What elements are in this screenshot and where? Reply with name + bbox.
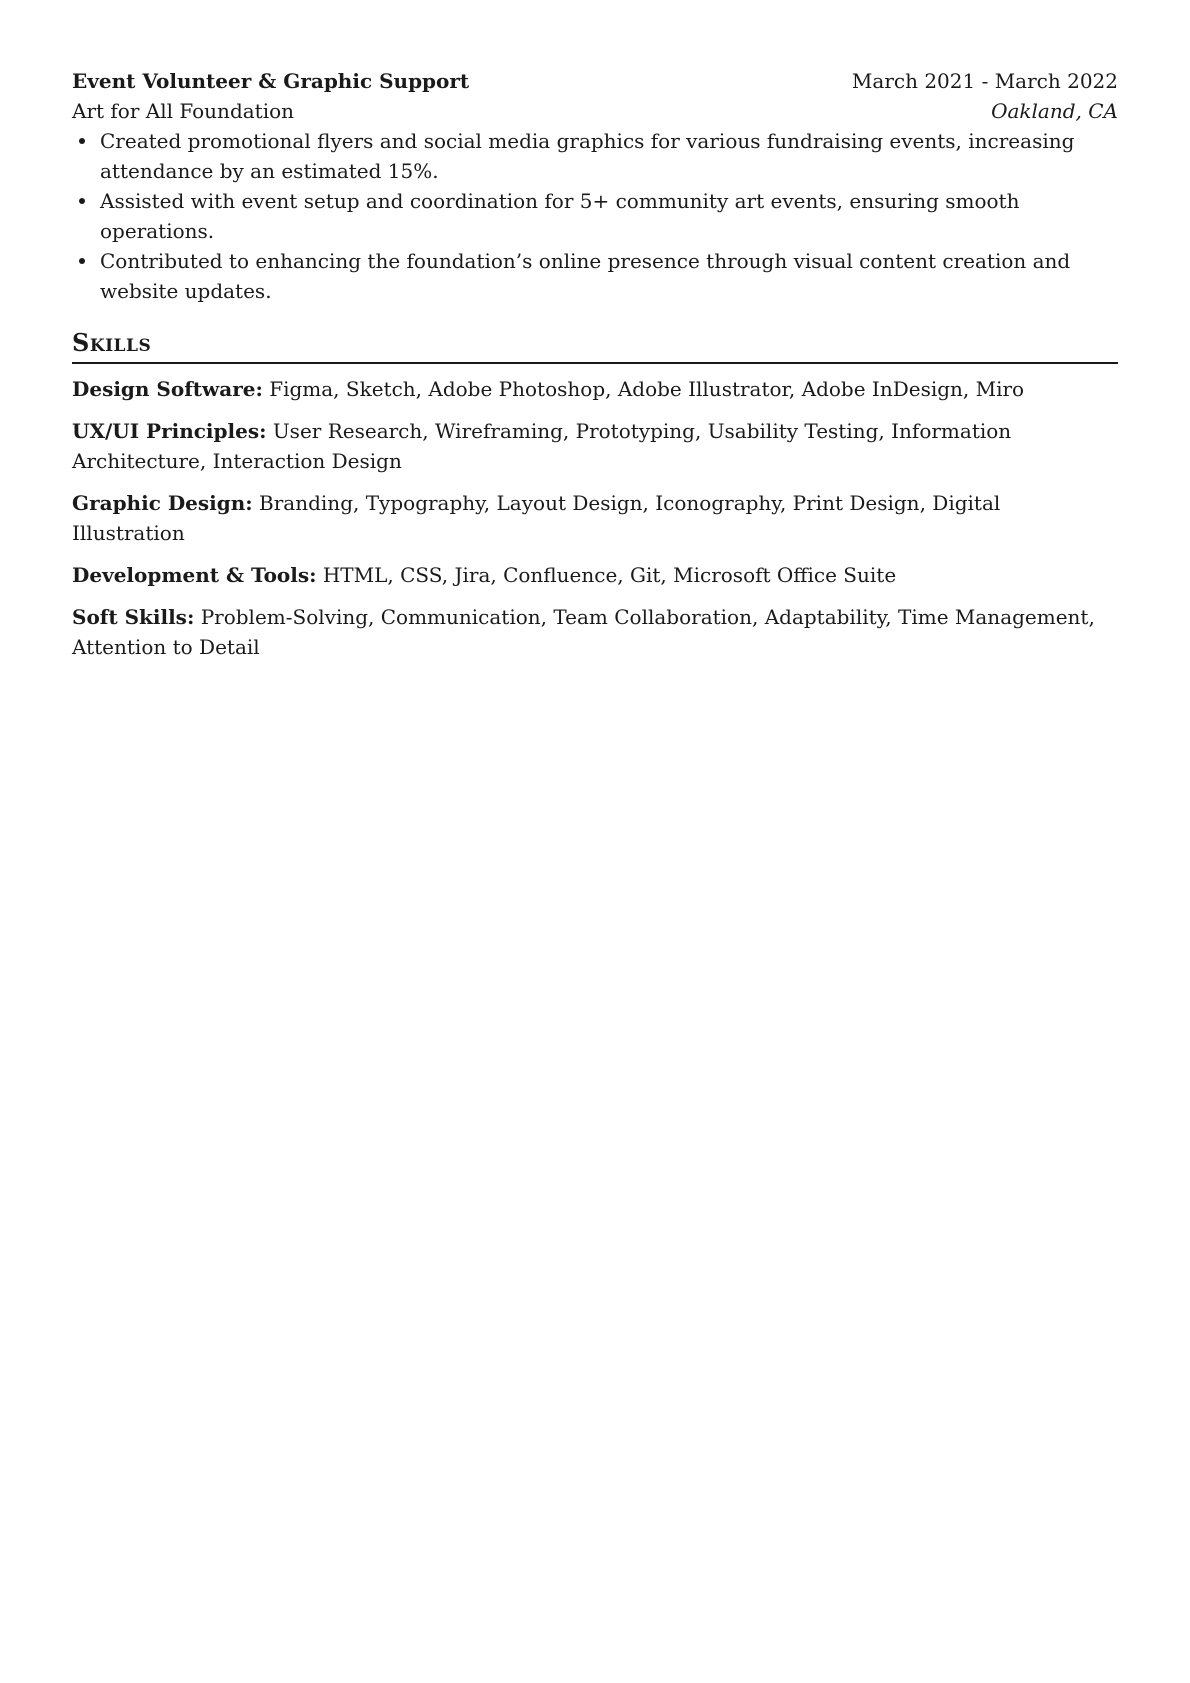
organization-name: Art for All Foundation bbox=[72, 99, 295, 123]
skill-label: Development & Tools: bbox=[72, 563, 317, 587]
skill-line-development-tools bbox=[72, 560, 1118, 590]
job-dates: March 2021 - March 2022 bbox=[851, 69, 1118, 93]
skill-value: Problem-Solving, Communication, Team Collaboration, Adaptability, Time Management, Attention to Detail bbox=[72, 605, 1095, 659]
skill-line-design-software bbox=[72, 374, 1118, 404]
achievement-item: Contributed to enhancing the foundation’s online presence through visual content creation and website updates. bbox=[100, 246, 1118, 306]
skill-value: User Research, Wireframing, Prototyping, Usability Testing, Information Architecture, Interaction Design bbox=[72, 419, 1012, 473]
skill-value: Branding, Typography, Layout Design, Iconography, Print Design, Digital Illustration bbox=[72, 491, 1001, 545]
achievement-item: Created promotional flyers and social media graphics for various fundraising events, increasing attendance by an estimated 15%. bbox=[100, 126, 1118, 186]
entry-subheader-row bbox=[72, 96, 1118, 126]
skill-line-ux-ui-principles bbox=[72, 416, 1118, 476]
skill-line-graphic-design bbox=[72, 488, 1118, 548]
job-location: Oakland, CA bbox=[991, 99, 1118, 123]
achievement-list bbox=[72, 126, 1118, 306]
skills-list bbox=[72, 374, 1118, 662]
skill-label: Design Software: bbox=[72, 377, 263, 401]
experience-entry bbox=[72, 66, 1118, 306]
skill-label: UX/UI Principles: bbox=[72, 419, 267, 443]
achievement-item: Assisted with event setup and coordination for 5+ community art events, ensuring smooth operations. bbox=[100, 186, 1118, 246]
job-title: Event Volunteer & Graphic Support bbox=[72, 69, 470, 93]
skill-value: HTML, CSS, Jira, Confluence, Git, Microsoft Office Suite bbox=[322, 563, 897, 587]
skills-section-heading: Skills bbox=[72, 328, 1118, 364]
skill-label: Soft Skills: bbox=[72, 605, 195, 629]
skill-label: Graphic Design: bbox=[72, 491, 253, 515]
entry-header-row bbox=[72, 66, 1118, 96]
skill-value: Figma, Sketch, Adobe Photoshop, Adobe Illustrator, Adobe InDesign, Miro bbox=[269, 377, 1025, 401]
skill-line-soft-skills bbox=[72, 602, 1118, 662]
